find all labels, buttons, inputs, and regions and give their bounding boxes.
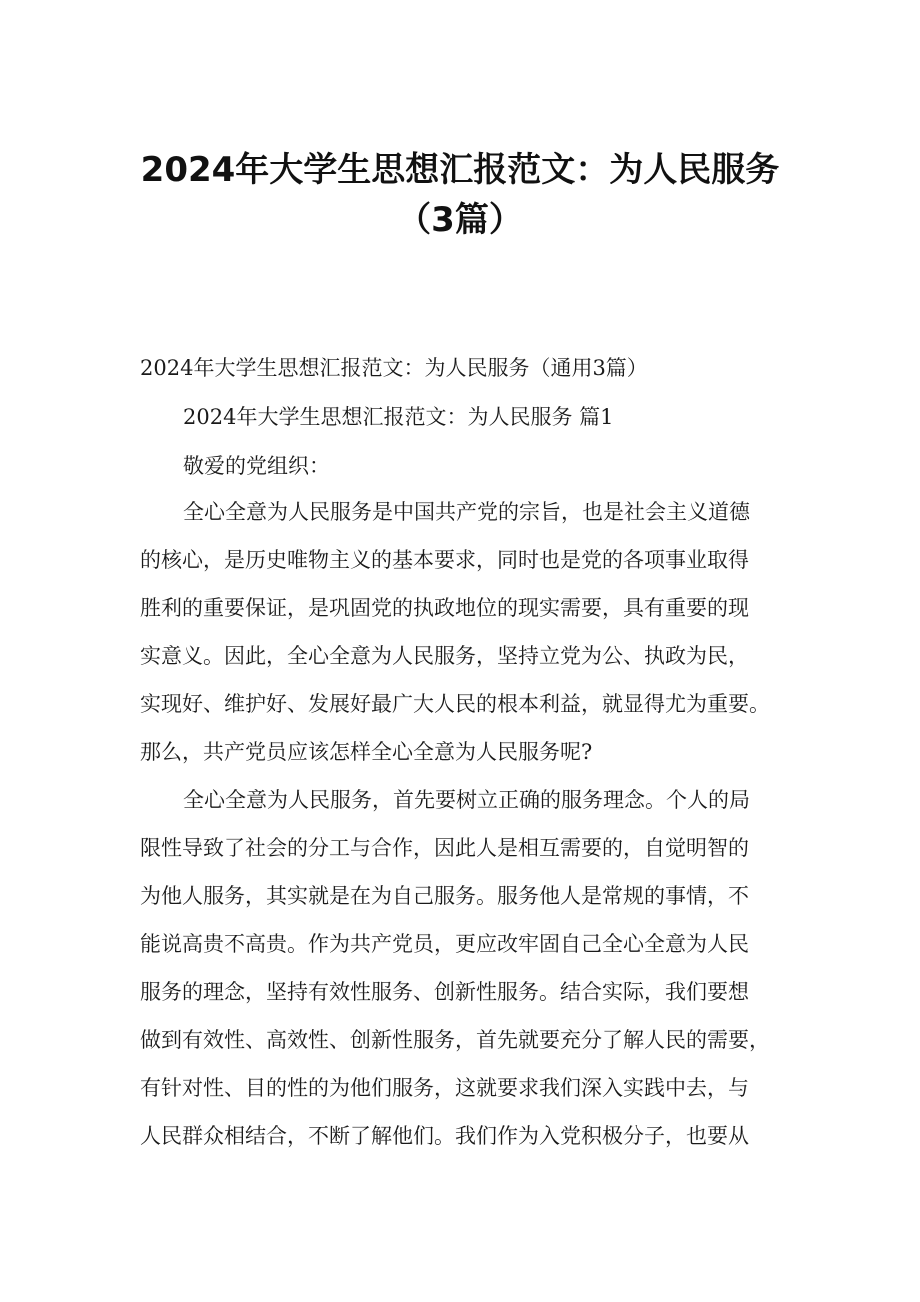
- body-line: 人民群众相结合，不断了解他们。我们作为入党积极分子，也要从: [140, 1124, 749, 1148]
- body-line: 实意义。因此，全心全意为人民服务，坚持立党为公、执政为民，: [140, 644, 749, 668]
- body-line: 胜利的重要保证，是巩固党的执政地位的现实需要，具有重要的现: [140, 596, 749, 620]
- body-line: 全心全意为人民服务是中国共产党的宗旨，也是社会主义道德: [183, 500, 750, 524]
- body-line: 为他人服务，其实就是在为自己服务。服务他人是常规的事情，不: [140, 884, 749, 908]
- body-line: 限性导致了社会的分工与合作，因此人是相互需要的，自觉明智的: [140, 836, 749, 860]
- salutation: 敬爱的党组织：: [183, 454, 330, 478]
- document-title-line-2: （3篇）: [397, 200, 523, 240]
- body-line: 全心全意为人民服务，首先要树立正确的服务理念。个人的局: [183, 788, 750, 812]
- body-line: 有针对性、目的性的为他们服务，这就要求我们深入实践中去，与: [140, 1076, 749, 1100]
- document-subtitle: 2024年大学生思想汇报范文：为人民服务（通用3篇）: [140, 356, 648, 380]
- body-line: 实现好、维护好、发展好最广大人民的根本利益，就显得尤为重要。: [140, 692, 770, 716]
- body-line: 能说高贵不高贵。作为共产党员，更应改牢固自己全心全意为人民: [140, 932, 749, 956]
- document-title-line-1: 2024年大学生思想汇报范文：为人民服务: [140, 150, 780, 190]
- body-line: 那么，共产党员应该怎样全心全意为人民服务呢?: [140, 740, 593, 764]
- body-line: 的核心，是历史唯物主义的基本要求，同时也是党的各项事业取得: [140, 548, 749, 572]
- section-heading: 2024年大学生思想汇报范文：为人民服务 篇1: [183, 405, 614, 429]
- body-line: 做到有效性、高效性、创新性服务，首先就要充分了解人民的需要，: [140, 1028, 770, 1052]
- body-line: 服务的理念，坚持有效性服务、创新性服务。结合实际，我们要想: [140, 980, 749, 1004]
